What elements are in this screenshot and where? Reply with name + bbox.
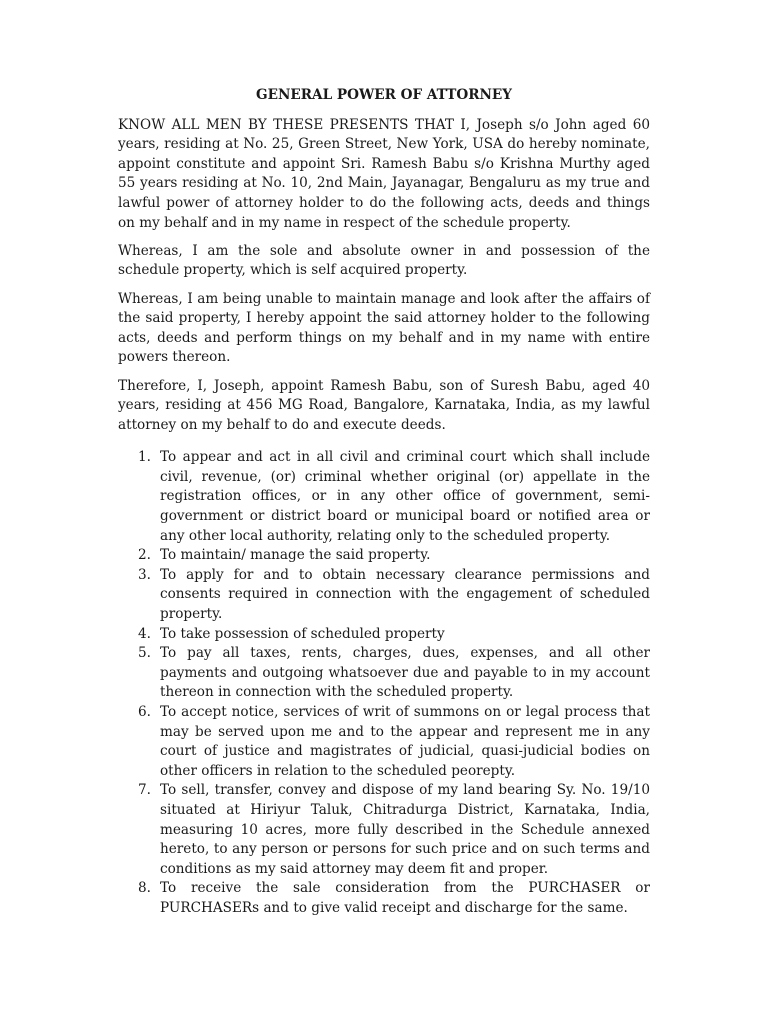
clause-number: 3.	[138, 566, 151, 583]
clause-text: To receive the sale consideration from the PURCHASER or PURCHASERs and to give valid receipt and discharge for the same.	[160, 880, 650, 916]
clause-text: To accept notice, services of writ of summons on or legal process that may be served upon me and to the appear and represent me in any court of justice and magistrates of judicial, quasi-judicial bodies on other officers in relation to the scheduled peorepty.	[160, 704, 650, 779]
clause-number: 8.	[138, 880, 151, 897]
list-item	[138, 781, 650, 879]
list-item	[138, 625, 650, 645]
document-page	[118, 86, 650, 919]
clause-number: 7.	[138, 782, 151, 799]
document-title: GENERAL POWER OF ATTORNEY	[255, 87, 513, 103]
clauses-list	[118, 448, 650, 918]
list-item	[138, 644, 650, 703]
clause-text: To pay all taxes, rents, charges, dues, expenses, and all other payments and outgoing whatsoever due and payable to in my account thereon in connection with the scheduled property.	[160, 645, 650, 701]
clause-number: 6.	[138, 704, 151, 720]
paragraph-therefore: Therefore, I, Joseph, appoint Ramesh Babu, son of Suresh Babu, aged 40 years, residing at 456 MG Road, Bangalore, Karnataka, India, as my lawful attorney on my behalf to do and execute deeds.	[118, 377, 650, 433]
clause-text: To maintain/ manage the said property.	[160, 547, 431, 564]
list-item	[138, 879, 650, 918]
clause-text: To apply for and to obtain necessary clearance permissions and consents required in connection with the engagement of scheduled property.	[160, 566, 650, 623]
list-item	[138, 448, 650, 546]
clause-number: 1.	[138, 449, 151, 466]
list-item	[138, 546, 650, 566]
clause-text: To take possession of scheduled property	[160, 625, 445, 642]
clause-text: To sell, transfer, convey and dispose of my land bearing Sy. No. 19/10 situated at Hiriyur Taluk, Chitradurga District, Karnataka, India, measuring 10 acres, more fully described in the Schedule annexed hereto, to any person or persons for such price and on such terms and conditions as my said attorney may deem fit and proper.	[160, 782, 650, 877]
clause-number: 5.	[138, 645, 151, 662]
clause-number: 2.	[138, 547, 151, 564]
paragraph-ownership: Whereas, I am the sole and absolute owner in and possession of the schedule property, which is self acquired property.	[118, 242, 650, 279]
paragraph-inability: Whereas, I am being unable to maintain manage and look after the affairs of the said property, I hereby appoint the said attorney holder to the following acts, deeds and perform things on my behalf and in my name with entire powers thereon.	[118, 290, 650, 366]
clause-text: To appear and act in all civil and criminal court which shall include civil, revenue, (or) criminal whether original (or) appellate in the registration offices, or in any other office of government, semi-government or district board or municipal board or notified area or any other local authority, relating only to the scheduled property.	[160, 449, 650, 544]
paragraph-appointment: KNOW ALL MEN BY THESE PRESENTS THAT I, Joseph s/o John aged 60 years, residing at No. 25, Green Street, New York, USA do hereby nominate, appoint constitute and appoint Sri. Ramesh Babu s/o Krishna Murthy aged 55 years residing at No. 10, 2nd Main, Jayanagar, Bengaluru as my true and lawful power of attorney holder to do the following acts, deeds and things on my behalf and in my name in respect of the schedule property.	[118, 116, 650, 231]
list-item	[138, 703, 650, 781]
list-item	[138, 566, 650, 625]
clause-number: 4.	[138, 625, 151, 642]
